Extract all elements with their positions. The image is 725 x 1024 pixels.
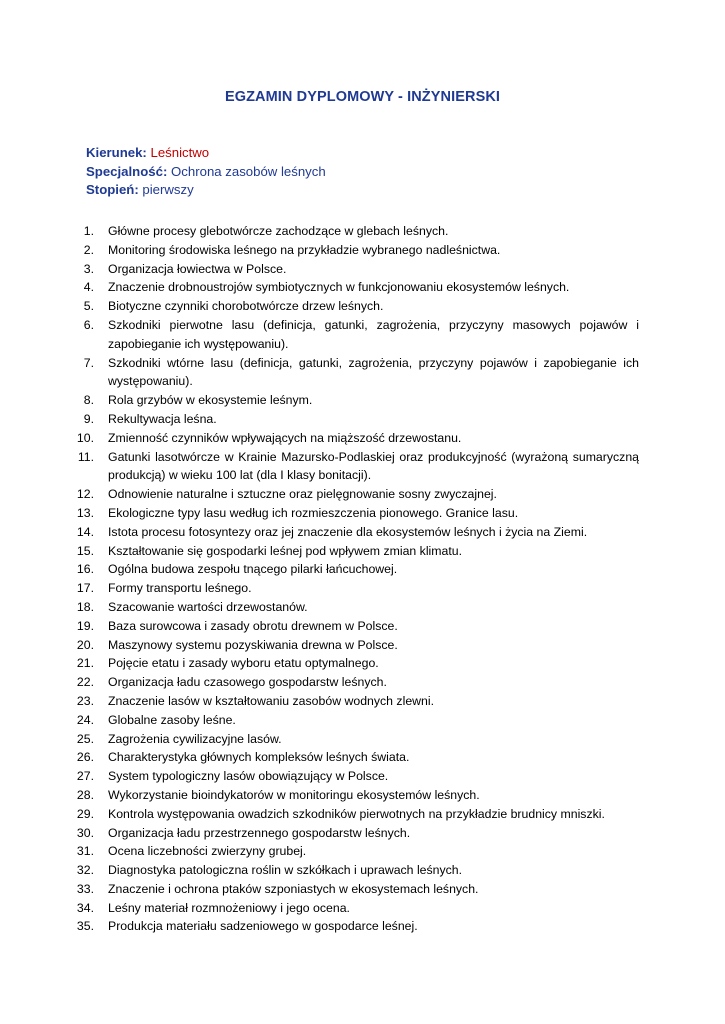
question-number: 28. [76, 787, 94, 802]
question-text: Znaczenie lasów w kształtowaniu zasobów wodnych zlewni. [108, 693, 435, 708]
question-item [0, 278, 725, 297]
page-title: EGZAMIN DYPLOMOWY - INŻYNIERSKI [224, 89, 501, 105]
question-item [0, 429, 725, 448]
question-text: Produkcja materiału sadzeniowego w gospodarce leśnej. [108, 919, 418, 934]
question-number: 17. [76, 581, 94, 596]
question-item [0, 391, 725, 410]
question-number: 6. [83, 317, 94, 332]
question-number: 11. [77, 449, 94, 464]
question-item [0, 560, 725, 579]
question-item [0, 504, 725, 523]
question-number: 5. [83, 299, 94, 314]
question-text: Organizacja ładu czasowego gospodarstw leśnych. [108, 675, 387, 690]
question-text: Organizacja ładu przestrzennego gospodarstw leśnych. [108, 825, 411, 840]
question-number: 8. [83, 393, 94, 408]
question-item [0, 636, 725, 655]
question-number: 33. [76, 881, 94, 896]
question-item [0, 917, 725, 936]
question-text: Diagnostyka patologiczna roślin w szkółkach i uprawach leśnych. [108, 863, 463, 878]
question-number: 30. [76, 825, 94, 840]
question-item [0, 297, 725, 316]
question-text: Biotyczne czynniki chorobotwórcze drzew leśnych. [108, 299, 384, 314]
question-number: 22. [76, 675, 94, 690]
question-number: 14. [76, 524, 94, 539]
question-text: Ogólna budowa zespołu tnącego pilarki łańcuchowej. [108, 562, 398, 577]
question-text: System typologiczny lasów obowiązujący w Polsce. [108, 769, 389, 784]
questions-list [0, 222, 725, 936]
kierunek-value: Leśnictwo [150, 145, 210, 160]
question-number: 3. [83, 261, 94, 276]
question-item [0, 730, 725, 749]
question-number: 4. [83, 280, 94, 295]
question-item [0, 673, 725, 692]
stopien-value: pierwszy [142, 182, 194, 197]
question-item [0, 448, 725, 486]
specjalnosc-value: Ochrona zasobów leśnych [171, 163, 326, 179]
question-text: Wykorzystanie bioindykatorów w monitoringu ekosystemów leśnych. [108, 787, 480, 802]
question-text: Maszynowy systemu pozyskiwania drewna w Polsce. [108, 637, 398, 652]
question-text: Monitoring środowiska leśnego na przykładzie wybranego nadleśnictwa. [108, 242, 501, 257]
question-text: Rekultywacja leśna. [108, 411, 217, 426]
specjalnosc-label: Specjalność: [86, 163, 168, 179]
question-number: 13. [76, 505, 94, 520]
question-text: Znaczenie drobnoustrojów symbiotycznych w funkcjonowaniu ekosystemów leśnych. [108, 280, 570, 295]
question-text: Ekologiczne typy lasu według ich rozmieszczenia pionowego. Granice lasu. [108, 505, 519, 520]
question-item [0, 767, 725, 786]
question-text: Pojęcie etatu i zasady wyboru etatu optymalnego. [108, 656, 379, 671]
question-text: Formy transportu leśnego. [108, 581, 252, 596]
question-text: Zagrożenia cywilizacyjne lasów. [108, 731, 282, 746]
question-number: 7. [83, 355, 94, 370]
question-number: 15. [76, 543, 94, 558]
question-item [0, 692, 725, 711]
question-number: 34. [76, 900, 94, 915]
question-text: Leśny materiał rozmnożeniowy i jego ocena. [108, 900, 350, 915]
question-number: 32. [76, 863, 94, 878]
question-text: Rola grzybów w ekosystemie leśnym. [108, 393, 313, 408]
question-item [0, 880, 725, 899]
question-item [0, 260, 725, 279]
question-text: Szkodniki wtórne lasu (definicja, gatunki, zagrożenia, przyczyny pojawów i zapobieganie ich występowaniu). [108, 355, 639, 389]
question-text: Globalne zasoby leśne. [108, 712, 236, 727]
question-item [0, 654, 725, 673]
question-text: Zmienność czynników wpływających na miąższość drzewostanu. [108, 430, 462, 445]
question-number: 23. [76, 693, 94, 708]
question-number: 1. [83, 224, 94, 238]
question-item [0, 523, 725, 542]
question-text: Istota procesu fotosyntezy oraz jej znaczenie dla ekosystemów leśnych i życia na Ziemi. [108, 524, 588, 539]
exam-info [86, 144, 326, 200]
question-item [0, 354, 725, 392]
question-number: 2. [83, 242, 94, 257]
question-item [0, 579, 725, 598]
stopien-label: Stopień: [86, 182, 139, 197]
stopien-row [86, 181, 326, 200]
question-text: Kształtowanie się gospodarki leśnej pod wpływem zmian klimatu. [108, 543, 463, 558]
question-text: Ocena liczebności zwierzyny grubej. [108, 844, 307, 859]
question-number: 9. [83, 411, 94, 426]
question-item [0, 485, 725, 504]
question-text: Odnowienie naturalne i sztuczne oraz pielęgnowanie sosny zwyczajnej. [108, 487, 497, 502]
question-item [0, 748, 725, 767]
question-item [0, 222, 725, 241]
kierunek-label: Kierunek: [86, 145, 147, 160]
question-number: 18. [76, 599, 94, 614]
question-item [0, 598, 725, 617]
question-number: 35. [76, 919, 94, 934]
question-item [0, 617, 725, 636]
question-item [0, 842, 725, 861]
question-number: 21. [76, 656, 94, 671]
question-number: 31. [76, 844, 94, 859]
question-text: Kontrola występowania owadzich szkodników pierwotnych na przykładzie brudnicy mniszki. [108, 806, 605, 821]
question-text: Organizacja łowiectwa w Polsce. [108, 261, 287, 276]
question-item [0, 899, 725, 918]
question-number: 20. [76, 637, 94, 652]
question-item [0, 241, 725, 260]
question-text: Charakterystyka głównych kompleksów leśnych świata. [108, 750, 410, 765]
question-number: 26. [76, 750, 94, 765]
question-number: 27. [76, 769, 94, 784]
question-number: 12. [76, 487, 94, 502]
question-item [0, 711, 725, 730]
question-item [0, 805, 725, 824]
question-number: 10. [76, 430, 94, 445]
question-number: 19. [76, 618, 94, 633]
question-number: 16. [76, 562, 94, 577]
question-number: 29. [76, 806, 94, 821]
question-text: Baza surowcowa i zasady obrotu drewnem w Polsce. [108, 618, 398, 633]
specjalnosc-row [86, 163, 326, 182]
question-text: Znaczenie i ochrona ptaków szponiastych w ekosystemach leśnych. [108, 881, 479, 896]
question-item [0, 861, 725, 880]
question-number: 25. [76, 731, 94, 746]
question-item [0, 410, 725, 429]
question-text: Szkodniki pierwotne lasu (definicja, gatunki, zagrożenia, przyczyny masowych pojawów i zapobieganie ich występowaniu). [108, 317, 639, 351]
question-text: Gatunki lasotwórcze w Krainie Mazursko-Podlaskiej oraz produkcyjność (wyrażoną sumaryczną produkcją) w wieku 100 lat (dla I klasy bonitacji). [108, 449, 639, 483]
question-item [0, 786, 725, 805]
question-item [0, 316, 725, 354]
question-number: 24. [76, 712, 94, 727]
question-item [0, 542, 725, 561]
question-item [0, 824, 725, 843]
question-text: Główne procesy glebotwórcze zachodzące w glebach leśnych. [108, 224, 449, 238]
kierunek-row [86, 144, 326, 163]
question-text: Szacowanie wartości drzewostanów. [108, 599, 308, 614]
